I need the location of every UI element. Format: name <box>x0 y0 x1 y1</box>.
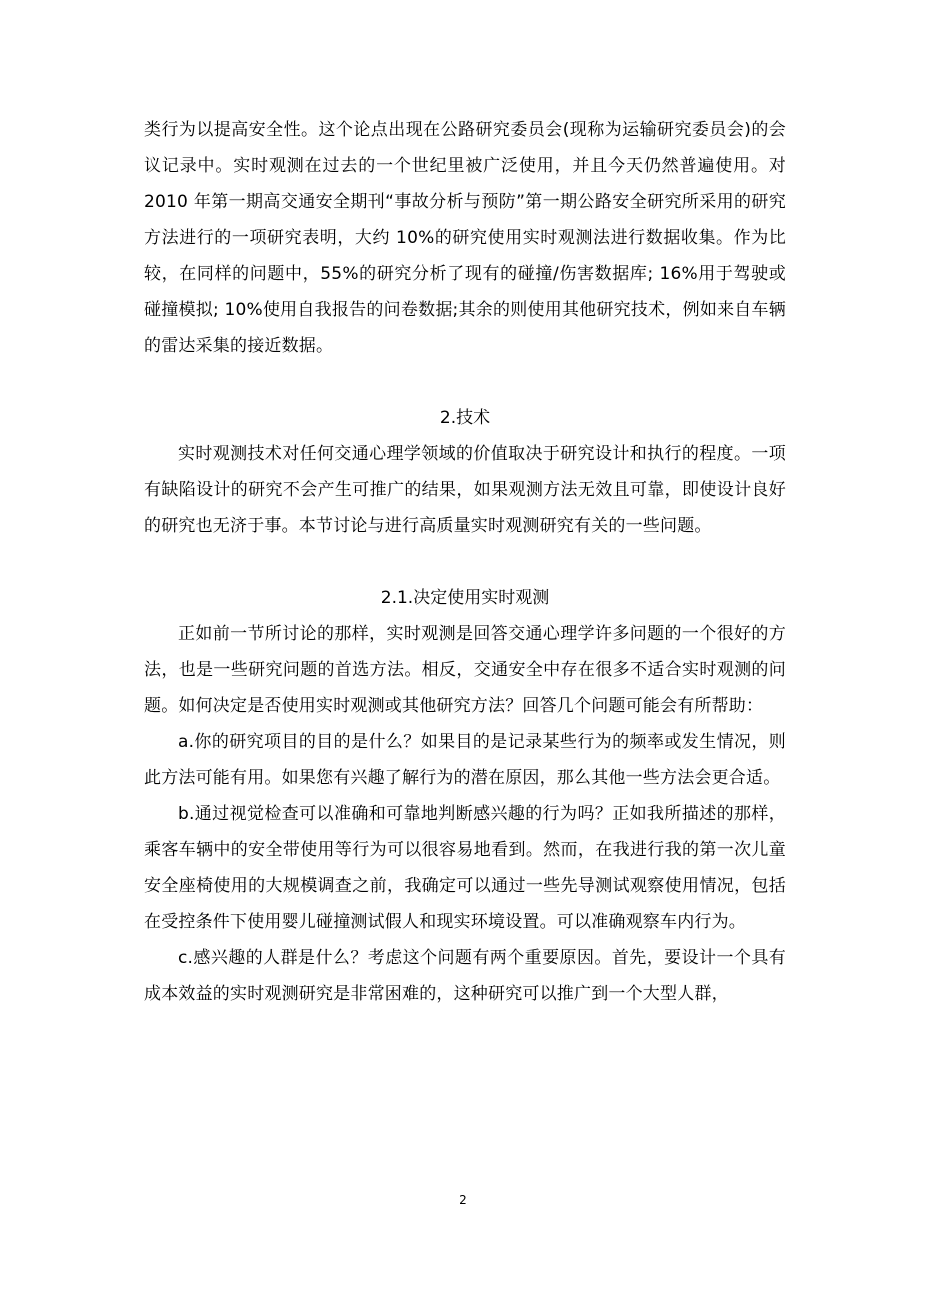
section-heading-techniques: 2.技术 <box>439 408 491 428</box>
list-item-c: c.感兴趣的人群是什么？考虑这个问题有两个重要原因。首先，要设计一个具有成本效益的实时观测研究是非常困难的，这种研究可以推广到一个大型人群， <box>144 948 786 1004</box>
spacer <box>144 364 786 400</box>
list-item-b: b.通过视觉检查可以准确和可靠地判断感兴趣的行为吗？正如我所描述的那样，乘客车辆中的安全带使用等行为可以很容易地看到。然而，在我进行我的第一次儿童安全座椅使用的大规模调查之前，我确定可以通过一些先导测试观察使用情况，包括在受控条件下使用婴儿碰撞测试假人和现实环境设置。可以准确观察车内行为。 <box>144 804 786 932</box>
document-body <box>144 112 786 1012</box>
list-item-a: a.你的研究项目的目的是什么？如果目的是记录某些行为的频率或发生情况，则此方法可能有用。如果您有兴趣了解行为的潜在原因，那么其他一些方法会更合适。 <box>144 732 786 788</box>
intro-paragraph: 类行为以提高安全性。这个论点出现在公路研究委员会(现称为运输研究委员会)的会议记录中。实时观测在过去的一个世纪里被广泛使用，并且今天仍然普遍使用。对 2010 年第一期高交通安全期刊“事故分析与预防”第一期公路安全研究所采用的研究方法进行的一项研究表明，大约 10%的研究使用实时观测法进行数据收集。作为比较，在同样的问题中，55%的研究分析了现有的碰撞/伤害数据库; 16%用于驾驶或碰撞模拟; 10%使用自我报告的问卷数据;其余的则使用其他研究技术，例如来自车辆的雷达采集的接近数据。 <box>144 120 786 356</box>
section-paragraph-techniques: 实时观测技术对任何交通心理学领域的价值取决于研究设计和执行的程度。一项有缺陷设计的研究不会产生可推广的结果，如果观测方法无效且可靠，即使设计良好的研究也无济于事。本节讨论与进行高质量实时观测研究有关的一些问题。 <box>144 444 786 536</box>
section-heading-deciding: 2.1.决定使用实时观测 <box>380 588 550 608</box>
page-number: 2 <box>459 1193 467 1207</box>
section-paragraph-deciding: 正如前一节所讨论的那样，实时观测是回答交通心理学许多问题的一个很好的方法，也是一些研究问题的首选方法。相反，交通安全中存在很多不适合实时观测的问题。如何决定是否使用实时观测或其他研究方法？回答几个问题可能会有所帮助： <box>144 624 786 716</box>
spacer <box>144 544 786 580</box>
